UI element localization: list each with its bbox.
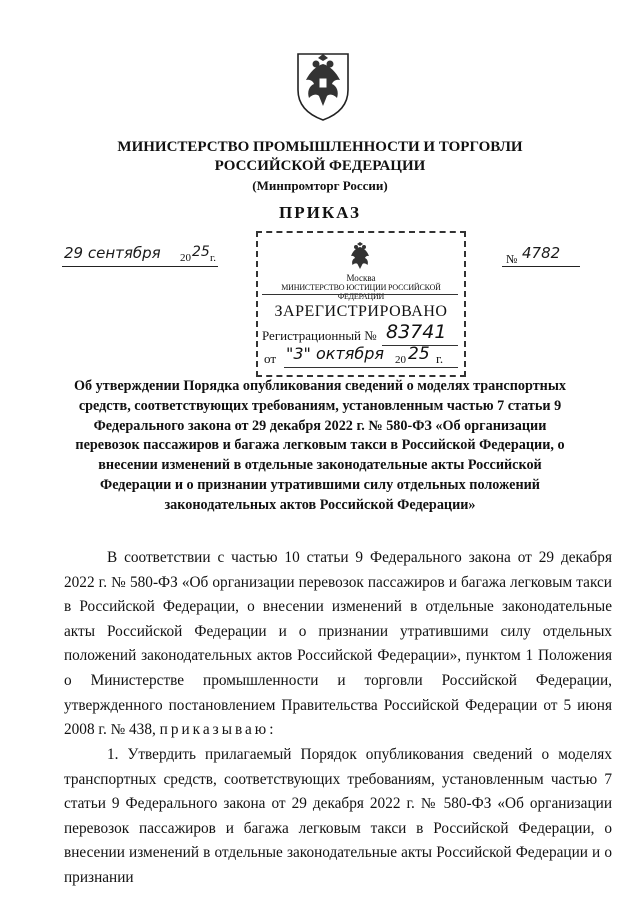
order-date-handwritten: 29 сентября [64, 244, 161, 262]
stamp-date-value: "3" октября [286, 344, 385, 363]
order-date-suffix: г. [210, 252, 217, 264]
paragraph-1-decree-word: приказываю: [159, 721, 277, 739]
stamp-coat-of-arms-icon [344, 241, 376, 277]
ministry-name-line1: МИНИСТЕРСТВО ПРОМЫШЛЕННОСТИ И ТОРГОВЛИ [117, 139, 523, 155]
order-date-year-prefix: 20 [180, 252, 191, 264]
ministry-name-line2: РОССИЙСКОЙ ФЕДЕРАЦИИ [214, 158, 426, 174]
order-number-handwritten: 4782 [522, 244, 561, 262]
paragraph-1-text: В соответствии с частью 10 статьи 9 Федерального закона от 29 декабря 2022 г. № 580-ФЗ «Об организации перевозок пассажиров и багажа легковым такси в Российской Федерации, о внесении изменений в отдельные законодательные акты Российской Федерации и о признании утратившими силу отдельных положений законодательных актов Российской Федерации», пунктом 1 Положения о Министерстве промышленности и торговли Российской Федерации, утвержденного постановлением Правительства Российской Федерации от 5 июня 2008 г. № 438, [64, 549, 612, 739]
body-paragraph-1 [64, 546, 612, 743]
stamp-date-label: от [264, 351, 277, 366]
stamp-registered-label: ЗАРЕГИСТРИРОВАНО [274, 303, 448, 320]
ministry-header [0, 138, 640, 195]
stamp-date-underline [284, 367, 458, 368]
stamp-ministry: МИНИСТЕРСТВО ЮСТИЦИИ РОССИЙСКОЙ ФЕДЕРАЦИИ [281, 283, 441, 301]
registration-stamp [256, 231, 466, 377]
stamp-divider [262, 294, 458, 295]
stamp-year-suffix: г. [436, 351, 444, 366]
coat-of-arms-icon [292, 50, 354, 122]
order-date-year-handwritten: 25 [192, 244, 210, 260]
body-paragraph-2: 1. Утвердить прилагаемый Порядок опубликования сведений о моделях транспортных средств, соответствующих требованиям, установленным частью 7 статьи 9 Федерального закона от 29 декабря 2022 г. № 580-ФЗ «Об организации перевозок пассажиров и багажа легковым такси в Российской Федерации, о внесении изменений в отдельные законодательные акты Российской Федерации и о признании [64, 746, 612, 886]
stamp-city: Москва [346, 273, 376, 283]
date-underline [62, 266, 218, 267]
stamp-year-prefix: 20 [395, 354, 406, 366]
document-type-title: ПРИКАЗ [279, 203, 361, 222]
number-underline [502, 266, 580, 267]
ministry-short-name: (Минпромторг России) [252, 178, 388, 193]
stamp-reg-number: 83741 [386, 321, 447, 343]
stamp-reg-number-label: Регистрационный № [262, 328, 377, 343]
stamp-year-value: 25 [408, 344, 430, 364]
order-subject: Об утверждении Порядка опубликования сведений о моделях транспортных средств, соответствующих требованиям, установленным частью 7 статьи 9 Федерального закона от 29 декабря 2022 г. № 580-ФЗ «Об организации перевозок пассажиров и багажа легковым такси в Российской Федерации, о внесении изменений в отдельные законодательные акты Российской Федерации и о признании утратившими силу отдельных положений законодательных актов Российской Федерации» [73, 378, 567, 513]
order-number-prefix: № [506, 252, 518, 266]
